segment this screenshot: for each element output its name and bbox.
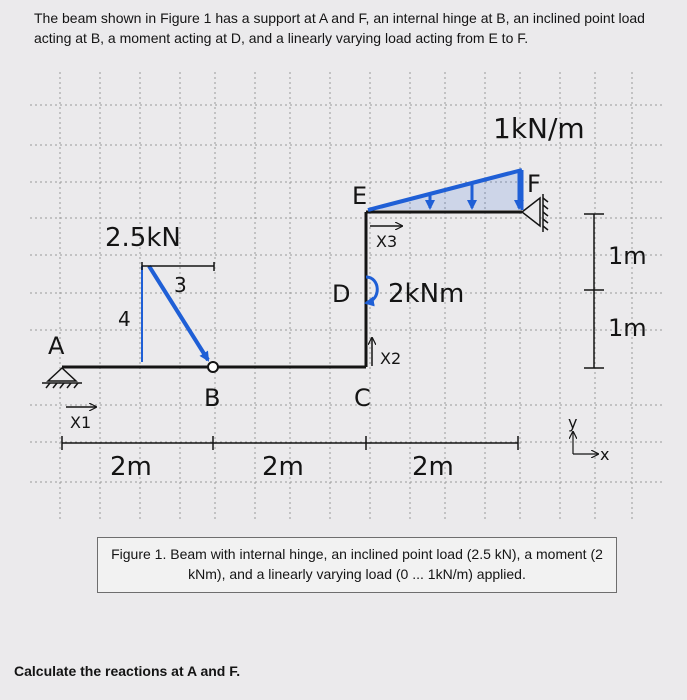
- pin-support-f: [522, 194, 548, 232]
- pin-support-a: [42, 368, 82, 388]
- dimension-label-lower: 1m: [608, 314, 647, 342]
- global-axis-y-label: y: [568, 413, 578, 432]
- point-label-a: A: [48, 332, 65, 360]
- dimension-label-cf: 2m: [412, 452, 454, 482]
- moment-label: 2kNm: [388, 279, 465, 309]
- point-label-f: F: [527, 170, 541, 198]
- local-axis-x2-label: X2: [380, 349, 402, 368]
- slope-horizontal-label: 3: [174, 273, 187, 297]
- point-label-c: C: [354, 384, 371, 412]
- global-axis-x-label: x: [600, 445, 610, 464]
- problem-statement: The beam shown in Figure 1 has a support at A and F, an internal hinge at B, an inclined point load acting at B, a moment acting at D, and a linearly varying load acting from E to F.: [34, 10, 645, 46]
- vertical-dimension-line: [584, 214, 604, 368]
- internal-hinge-b: [208, 362, 218, 372]
- point-load-label: 2.5kN: [105, 223, 181, 253]
- point-label-d: D: [332, 280, 351, 308]
- slope-vertical-label: 4: [118, 307, 131, 331]
- local-axis-x1-label: X1: [70, 413, 92, 432]
- dimension-label-bc: 2m: [262, 452, 304, 482]
- distributed-load-label: 1kN/m: [493, 112, 585, 145]
- dimension-label-ab: 2m: [110, 452, 152, 482]
- linearly-varying-load: [368, 170, 522, 210]
- task-prompt: Calculate the reactions at A and F.: [14, 663, 241, 679]
- moment-arrow: [366, 277, 377, 303]
- dimension-label-upper: 1m: [608, 242, 647, 270]
- figure-caption: Figure 1. Beam with internal hinge, an inclined point load (2.5 kN), a moment (2 kNm), and a linearly varying load (0 ... 1kN/m) applied.: [97, 537, 617, 593]
- point-label-e: E: [352, 182, 368, 210]
- beam-figure: [0, 58, 687, 618]
- point-label-b: B: [204, 384, 221, 412]
- local-axis-x3-label: X3: [376, 232, 398, 251]
